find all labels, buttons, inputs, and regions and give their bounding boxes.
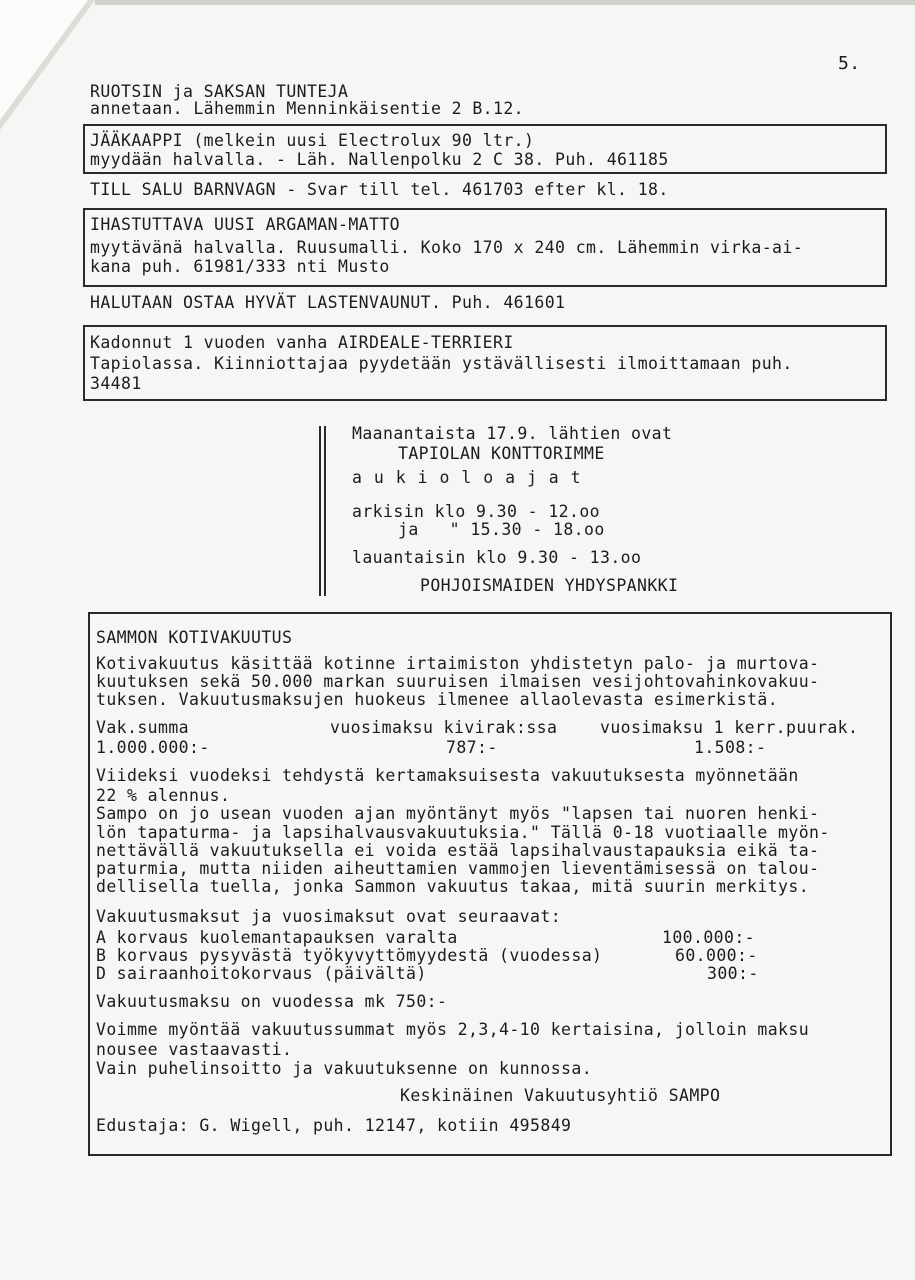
ad-6-line-1: Kadonnut 1 vuoden vanha AIRDEALE-TERRIERI	[90, 333, 514, 352]
bank-line-5: ja " 15.30 - 18.oo	[398, 520, 605, 539]
sampo-p1-line-1: Kotivakuutus käsittää kotinne irtaimiston yhdistetyn palo- ja murtova-	[96, 654, 820, 673]
table-header-stone: vuosimaksu kivirak:ssa	[330, 718, 558, 737]
sampo-p5: Vakuutusmaksu on vuodessa mk 750:-	[96, 992, 448, 1011]
bank-line-6: lauantaisin klo 9.30 - 13.oo	[352, 548, 642, 567]
bank-line-7: POHJOISMAIDEN YHDYSPANKKI	[420, 576, 679, 595]
sampo-p6-line-2: nousee vastaavasti.	[96, 1040, 293, 1059]
sampo-p2-line-2: 22 % alennus.	[96, 786, 231, 805]
benefit-value-b: 60.000:-	[675, 946, 758, 965]
bank-rule-left	[319, 426, 321, 596]
sampo-p3-line-1: Sampo on jo usean vuoden ajan myöntänyt myös "lapsen tai nuoren henki-	[96, 804, 820, 823]
sampo-p1-line-3: tuksen. Vakuutusmaksujen huokeus ilmenee allaolevasta esimerkistä.	[96, 690, 779, 709]
table-value-sum: 1.000.000:-	[96, 738, 210, 757]
table-header-wood: vuosimaksu 1 kerr.puurak.	[600, 718, 859, 737]
bank-line-3: a u k i o l o a j a t	[352, 468, 582, 487]
sampo-p2-line-1: Viideksi vuodeksi tehdystä kertamaksuisesta vakuutuksesta myönnetään	[96, 766, 799, 785]
table-value-stone: 787:-	[446, 738, 498, 757]
sampo-p1-line-2: kuutuksen sekä 50.000 markan suuruisen ilmaisen vesijohtovahinkovakuu-	[96, 672, 820, 691]
folded-corner-flap	[0, 0, 88, 120]
bank-line-2: TAPIOLAN KONTTORIMME	[398, 444, 605, 463]
ad-2-line-2: myydään halvalla. - Läh. Nallenpolku 2 C 38. Puh. 461185	[90, 150, 669, 169]
ad-6-line-2: Tapiolassa. Kiinniottajaa pyydetään ystävällisesti ilmoittamaan puh.	[90, 354, 793, 373]
sampo-p3-line-3: nettävällä vakuutuksella ei voida estää lapsihalvaustapauksia eikä ta-	[96, 841, 820, 860]
sampo-p3-line-4: paturmia, mutta niiden aiheuttamien vammojen lieventämisessä on talou-	[96, 859, 820, 878]
ad-1-line-2: annetaan. Lähemmin Menninkäisentie 2 B.12.	[90, 99, 525, 118]
ad-4-line-1: IHASTUTTAVA UUSI ARGAMAN-MATTO	[90, 215, 401, 234]
benefit-label-d: D sairaanhoitokorvaus (päivältä)	[96, 964, 427, 983]
bank-rule-right	[324, 426, 326, 596]
ad-1-line-1: RUOTSIN ja SAKSAN TUNTEJA	[90, 82, 349, 101]
benefit-value-a: 100.000:-	[662, 928, 756, 947]
sampo-p6-line-3: Vain puhelinsoitto ja vakuutuksenne on kunnossa.	[96, 1059, 593, 1078]
table-value-wood: 1.508:-	[694, 738, 767, 757]
sampo-p3-line-5: dellisella tuella, jonka Sammon vakuutus takaa, mitä suurin merkitys.	[96, 877, 810, 896]
ad-6-line-3: 34481	[90, 374, 142, 393]
ad-4-line-2: myytävänä halvalla. Ruusumalli. Koko 170 x 240 cm. Lähemmin virka-ai-	[90, 238, 804, 257]
ad-5-line: HALUTAAN OSTAA HYVÄT LASTENVAUNUT. Puh. 461601	[90, 293, 566, 312]
bank-line-1: Maanantaista 17.9. lähtien ovat	[352, 424, 673, 443]
sampo-p4: Vakuutusmaksut ja vuosimaksut ovat seuraavat:	[96, 907, 562, 926]
sampo-agent: Edustaja: G. Wigell, puh. 12147, kotiin 495849	[96, 1116, 572, 1135]
ad-2-line-1: JÄÄKAAPPI (melkein uusi Electrolux 90 ltr.)	[90, 131, 535, 150]
ad-3-line: TILL SALU BARNVAGN - Svar till tel. 461703 efter kl. 18.	[90, 180, 669, 199]
benefit-value-d: 300:-	[707, 964, 759, 983]
table-header-sum: Vak.summa	[96, 718, 190, 737]
sampo-company: Keskinäinen Vakuutusyhtiö SAMPO	[400, 1086, 721, 1105]
top-edge	[95, 0, 915, 5]
sampo-title: SAMMON KOTIVAKUUTUS	[96, 628, 293, 647]
benefit-label-b: B korvaus pysyvästä työkyvyttömyydestä (vuodessa)	[96, 946, 603, 965]
bank-line-4: arkisin klo 9.30 - 12.oo	[352, 502, 601, 521]
benefit-label-a: A korvaus kuolemantapauksen varalta	[96, 928, 458, 947]
page-number: 5.	[838, 53, 861, 74]
sampo-p3-line-2: lön tapaturma- ja lapsihalvausvakuutuksia." Tällä 0-18 vuotiaalle myön-	[96, 823, 830, 842]
ad-4-line-3: kana puh. 61981/333 nti Musto	[90, 257, 390, 276]
sampo-p6-line-1: Voimme myöntää vakuutussummat myös 2,3,4-10 kertaisina, jolloin maksu	[96, 1020, 810, 1039]
